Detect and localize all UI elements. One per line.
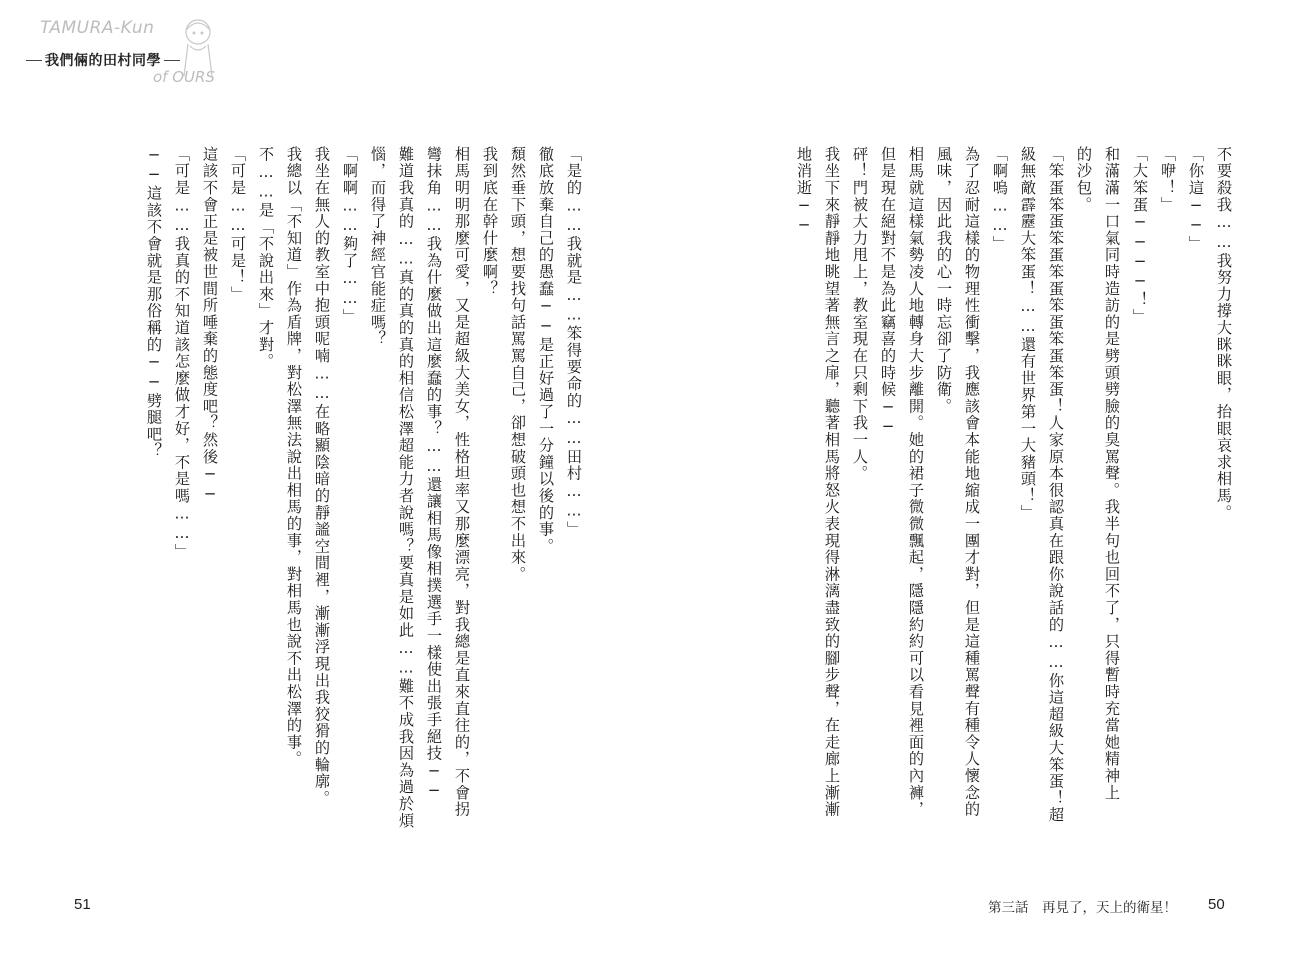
header-rule-left bbox=[26, 60, 42, 61]
text-column: 但是現在絕對不是為此竊喜的時候── bbox=[879, 146, 897, 438]
text-column: 「是的……我就是……笨得要命的……田村……」 bbox=[565, 146, 583, 538]
text-column: 為了忍耐這樣的物理性衝擊，我應該會本能地縮成一團才對，但是這種罵聲有種令人懷念的 bbox=[963, 146, 981, 818]
text-column: 不要殺我……我努力撐大眯眯眼，抬眼哀求相馬。 bbox=[1215, 146, 1233, 522]
text-column: 「笨蛋笨蛋笨蛋笨蛋笨蛋笨蛋笨蛋！人家原本很認真在跟你說話的……你這超級大笨蛋！超 bbox=[1047, 146, 1065, 824]
right-page bbox=[648, 0, 1296, 958]
text-column: 頹然垂下頭，想要找句話罵罵自己，卻想破頭也想不出來。 bbox=[509, 146, 527, 583]
text-column: 「咿！」 bbox=[1159, 146, 1177, 214]
text-column: 不……是「不說出來」才對。 bbox=[257, 146, 275, 370]
text-column: 我到底在幹什麼啊？ bbox=[481, 146, 499, 298]
text-column: 「可是……可是！」 bbox=[229, 146, 247, 303]
logo-text-top: TAMURA-Kun bbox=[40, 18, 155, 38]
text-column: 我總以「不知道」作為盾牌，對松澤無法說出相馬的事，對相馬也說不出松澤的事。 bbox=[285, 146, 303, 768]
text-column: 「可是……我真的不知道該怎麼做才好，不是嗎……」 bbox=[173, 146, 191, 561]
text-column: 徹底放棄自己的愚蠢──是正好過了一分鐘以後的事。 bbox=[537, 146, 555, 555]
text-column: 相馬明明那麼可愛，又是超級大美女，性格坦率又那麼漂亮，對我總是直來直往的，不會拐 bbox=[453, 146, 471, 818]
text-column: 「啊啊……夠了……」 bbox=[341, 146, 359, 326]
text-column: 的沙包。 bbox=[1075, 146, 1093, 214]
header-title-row bbox=[26, 50, 180, 70]
text-column: 砰！門被大力甩上，教室現在只剩下我一人。 bbox=[851, 146, 869, 482]
text-column: 相馬就這樣氣勢凌人地轉身大步離開。她的裙子微微飄起，隱隱約約可以看見裡面的內褲， bbox=[907, 146, 925, 818]
page-number-left: 51 bbox=[74, 896, 91, 913]
text-column: 風味，因此我的心一時忘卻了防衛。 bbox=[935, 146, 953, 415]
logo-text-bottom: of OURS bbox=[153, 68, 215, 86]
header-rule-right bbox=[164, 60, 180, 61]
book-header bbox=[18, 12, 218, 92]
character-figure-icon bbox=[176, 14, 220, 78]
text-column: 難道我真的……真的真的真的相信松澤超能力者說嗎？要真是如此……難不成我因為過於煩 bbox=[397, 146, 415, 830]
text-column: 和滿滿一口氣同時造訪的是劈頭劈臉的臭罵聲。我半句也回不了，只得暫時充當她精神上 bbox=[1103, 146, 1121, 802]
text-column: 級無敵霹靂大笨蛋！……還有世界第一大豬頭！」 bbox=[1019, 146, 1037, 522]
text-column: 「啊嗚……」 bbox=[991, 146, 1009, 253]
text-column: 地消逝── bbox=[795, 146, 813, 236]
page-number-right: 50 bbox=[1208, 896, 1225, 913]
text-column: 這該不會正是被世間所唾棄的態度吧？然後── bbox=[201, 146, 219, 505]
text-column: 我坐下來靜靜地眺望著無言之扉，聽著相馬將怒火表現得淋漓盡致的腳步聲，在走廊上漸漸 bbox=[823, 146, 841, 818]
chapter-label: 第三話 再見了，天上的衛星！ bbox=[988, 900, 1177, 916]
text-column: 惱，而得了神經官能症嗎？ bbox=[369, 146, 387, 348]
text-column: 「你這──」 bbox=[1187, 146, 1205, 253]
text-column: 我坐在無人的教室中抱頭呢喃……在略顯陰暗的靜謐空間裡，漸漸浮現出我狡猾的輪廓。 bbox=[313, 146, 331, 807]
text-column: 彎抹角……我為什麼做出這麼蠢的事？……還讓相馬像相撲選手一樣使出張手絕技── bbox=[425, 146, 443, 802]
book-title: 我們倆的田村同學 bbox=[45, 53, 161, 69]
text-column: 「大笨蛋────！」 bbox=[1131, 146, 1149, 326]
text-column: ──這該不會就是那俗稱的──劈腿吧？ bbox=[145, 146, 163, 460]
